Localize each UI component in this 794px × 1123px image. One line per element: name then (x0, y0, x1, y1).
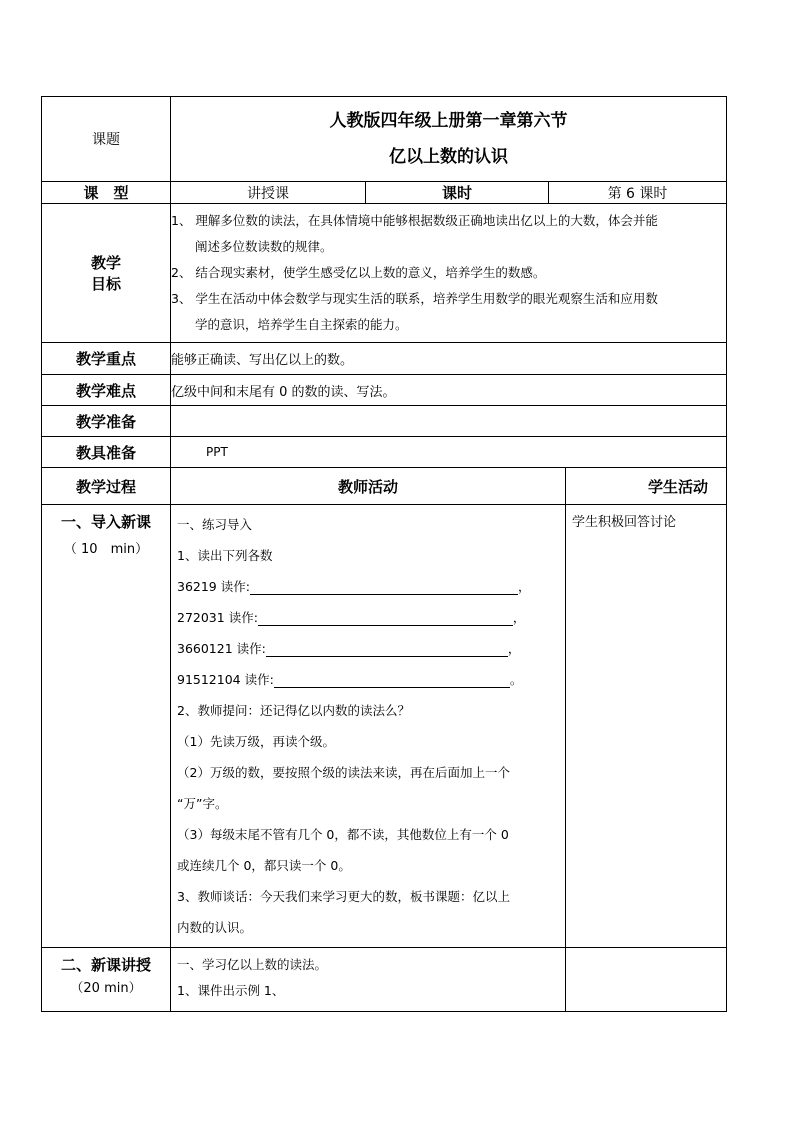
title-line-1: 人教版四年级上册第一章第六节 (329, 111, 568, 131)
objectives-row (42, 204, 727, 343)
objective-3-line-2: 学的意识，培养学生自主探索的能力。 (195, 317, 408, 332)
period-label: 课时 (366, 182, 549, 204)
topic-label: 课题 (42, 97, 171, 182)
s1-line-rule-3b: 或连续几个 0，都只读一个 0。 (177, 858, 351, 873)
section-2-label (42, 948, 171, 1012)
tools-row (42, 437, 727, 468)
section-1-student-activity: 学生积极回答讨论 (566, 505, 727, 948)
key-points-label: 教学重点 (42, 343, 171, 375)
s1-number-4-punct: 。 (509, 672, 523, 687)
objectives-label-line-1: 教学 (90, 254, 121, 272)
s1-number-2 (177, 602, 559, 633)
section-2-teacher-activity (171, 948, 566, 1012)
objectives-label (42, 204, 171, 343)
s1-line-question: 2、教师提问：还记得亿以内数的读法么？ (177, 703, 410, 718)
type-label: 课 型 (42, 182, 171, 204)
answer-blank-1[interactable] (250, 576, 518, 595)
section-1-label (42, 505, 171, 948)
preparation-value (171, 406, 727, 437)
tools-value: PPT (171, 437, 727, 468)
difficulties-value: 亿级中间和末尾有 0 的数的读、写法。 (171, 375, 727, 406)
answer-blank-3[interactable] (266, 638, 508, 657)
section-1-teacher-activity (171, 505, 566, 948)
s1-line-rule-2b: “万”字。 (177, 796, 228, 811)
teacher-activity-header: 教师活动 (171, 468, 566, 505)
section-2-duration: （20 min） (70, 981, 142, 996)
s1-line-intro: 一、练习导入 (177, 517, 253, 532)
s1-number-1-text: 36219 读作: (177, 579, 250, 594)
objective-1-line-2: 阐述多位数读数的规律。 (195, 239, 333, 254)
s1-number-4 (177, 664, 559, 695)
preparation-label: 教学准备 (42, 406, 171, 437)
title-row (42, 97, 727, 182)
section-2-student-activity (566, 948, 727, 1012)
s1-number-1 (177, 571, 559, 602)
s2-line-2: 1、课件出示例 1、 (177, 983, 285, 998)
type-value: 讲授课 (171, 182, 366, 204)
answer-blank-2[interactable] (258, 607, 513, 626)
s1-number-2-punct: ， (512, 610, 526, 625)
student-activity-header: 学生活动 (566, 468, 727, 505)
s1-number-3-text: 3660121 读作: (177, 641, 266, 656)
s2-line-1: 一、学习亿以上数的读法。 (177, 957, 328, 972)
section-1-duration: （ 10 min） (63, 542, 149, 557)
objective-3-line-1: 3、 学生在活动中体会数学与现实生活的联系，培养学生用数学的眼光观察生活和应用数 (171, 291, 658, 306)
objectives-label-line-2: 目标 (90, 275, 121, 293)
section-1-title: 一、导入新课 (60, 513, 151, 531)
s1-number-3-punct: ， (507, 641, 521, 656)
section-2-title: 二、新课讲授 (60, 956, 151, 974)
s1-line-talk-a: 3、教师谈话：今天我们来学习更大的数，板书课题：亿以上 (177, 889, 510, 904)
s1-number-4-text: 91512104 读作: (177, 672, 274, 687)
answer-blank-4[interactable] (274, 669, 510, 688)
period-value: 第 6 课时 (549, 182, 727, 204)
s1-line-rule-2a: （2）万级的数，要按照个级的读法来读，再在后面加上一个 (177, 765, 510, 780)
difficulties-row (42, 375, 727, 406)
key-points-value: 能够正确读、写出亿以上的数。 (171, 343, 727, 375)
s1-number-1-punct: ， (517, 579, 531, 594)
preparation-row (42, 406, 727, 437)
objective-1-line-1: 1、 理解多位数的读法，在具体情境中能够根据数级正确地读出亿以上的大数，体会并能 (171, 213, 658, 228)
meta-row (42, 182, 727, 204)
process-header: 教学过程 (42, 468, 171, 505)
section-1-row (42, 505, 727, 948)
s1-number-3 (177, 633, 559, 664)
title-line-2: 亿以上数的认识 (389, 147, 508, 167)
s1-line-rule-1: （1）先读万级，再读个级。 (177, 734, 335, 749)
lesson-title (171, 97, 727, 182)
objective-2: 2、 结合现实素材，使学生感受亿以上数的意义，培养学生的数感。 (171, 265, 546, 280)
s1-line-rule-3a: （3）每级末尾不管有几个 0，都不读，其他数位上有一个 0 (177, 827, 509, 842)
s1-line-talk-b: 内数的认识。 (177, 920, 253, 935)
s1-number-2-text: 272031 读作: (177, 610, 258, 625)
process-header-row (42, 468, 727, 505)
s1-line-read-numbers: 1、读出下列各数 (177, 548, 273, 563)
key-points-row (42, 343, 727, 375)
objectives-content (171, 204, 727, 343)
tools-label: 教具准备 (42, 437, 171, 468)
lesson-plan-table (41, 96, 727, 1012)
section-2-row (42, 948, 727, 1012)
difficulties-label: 教学难点 (42, 375, 171, 406)
